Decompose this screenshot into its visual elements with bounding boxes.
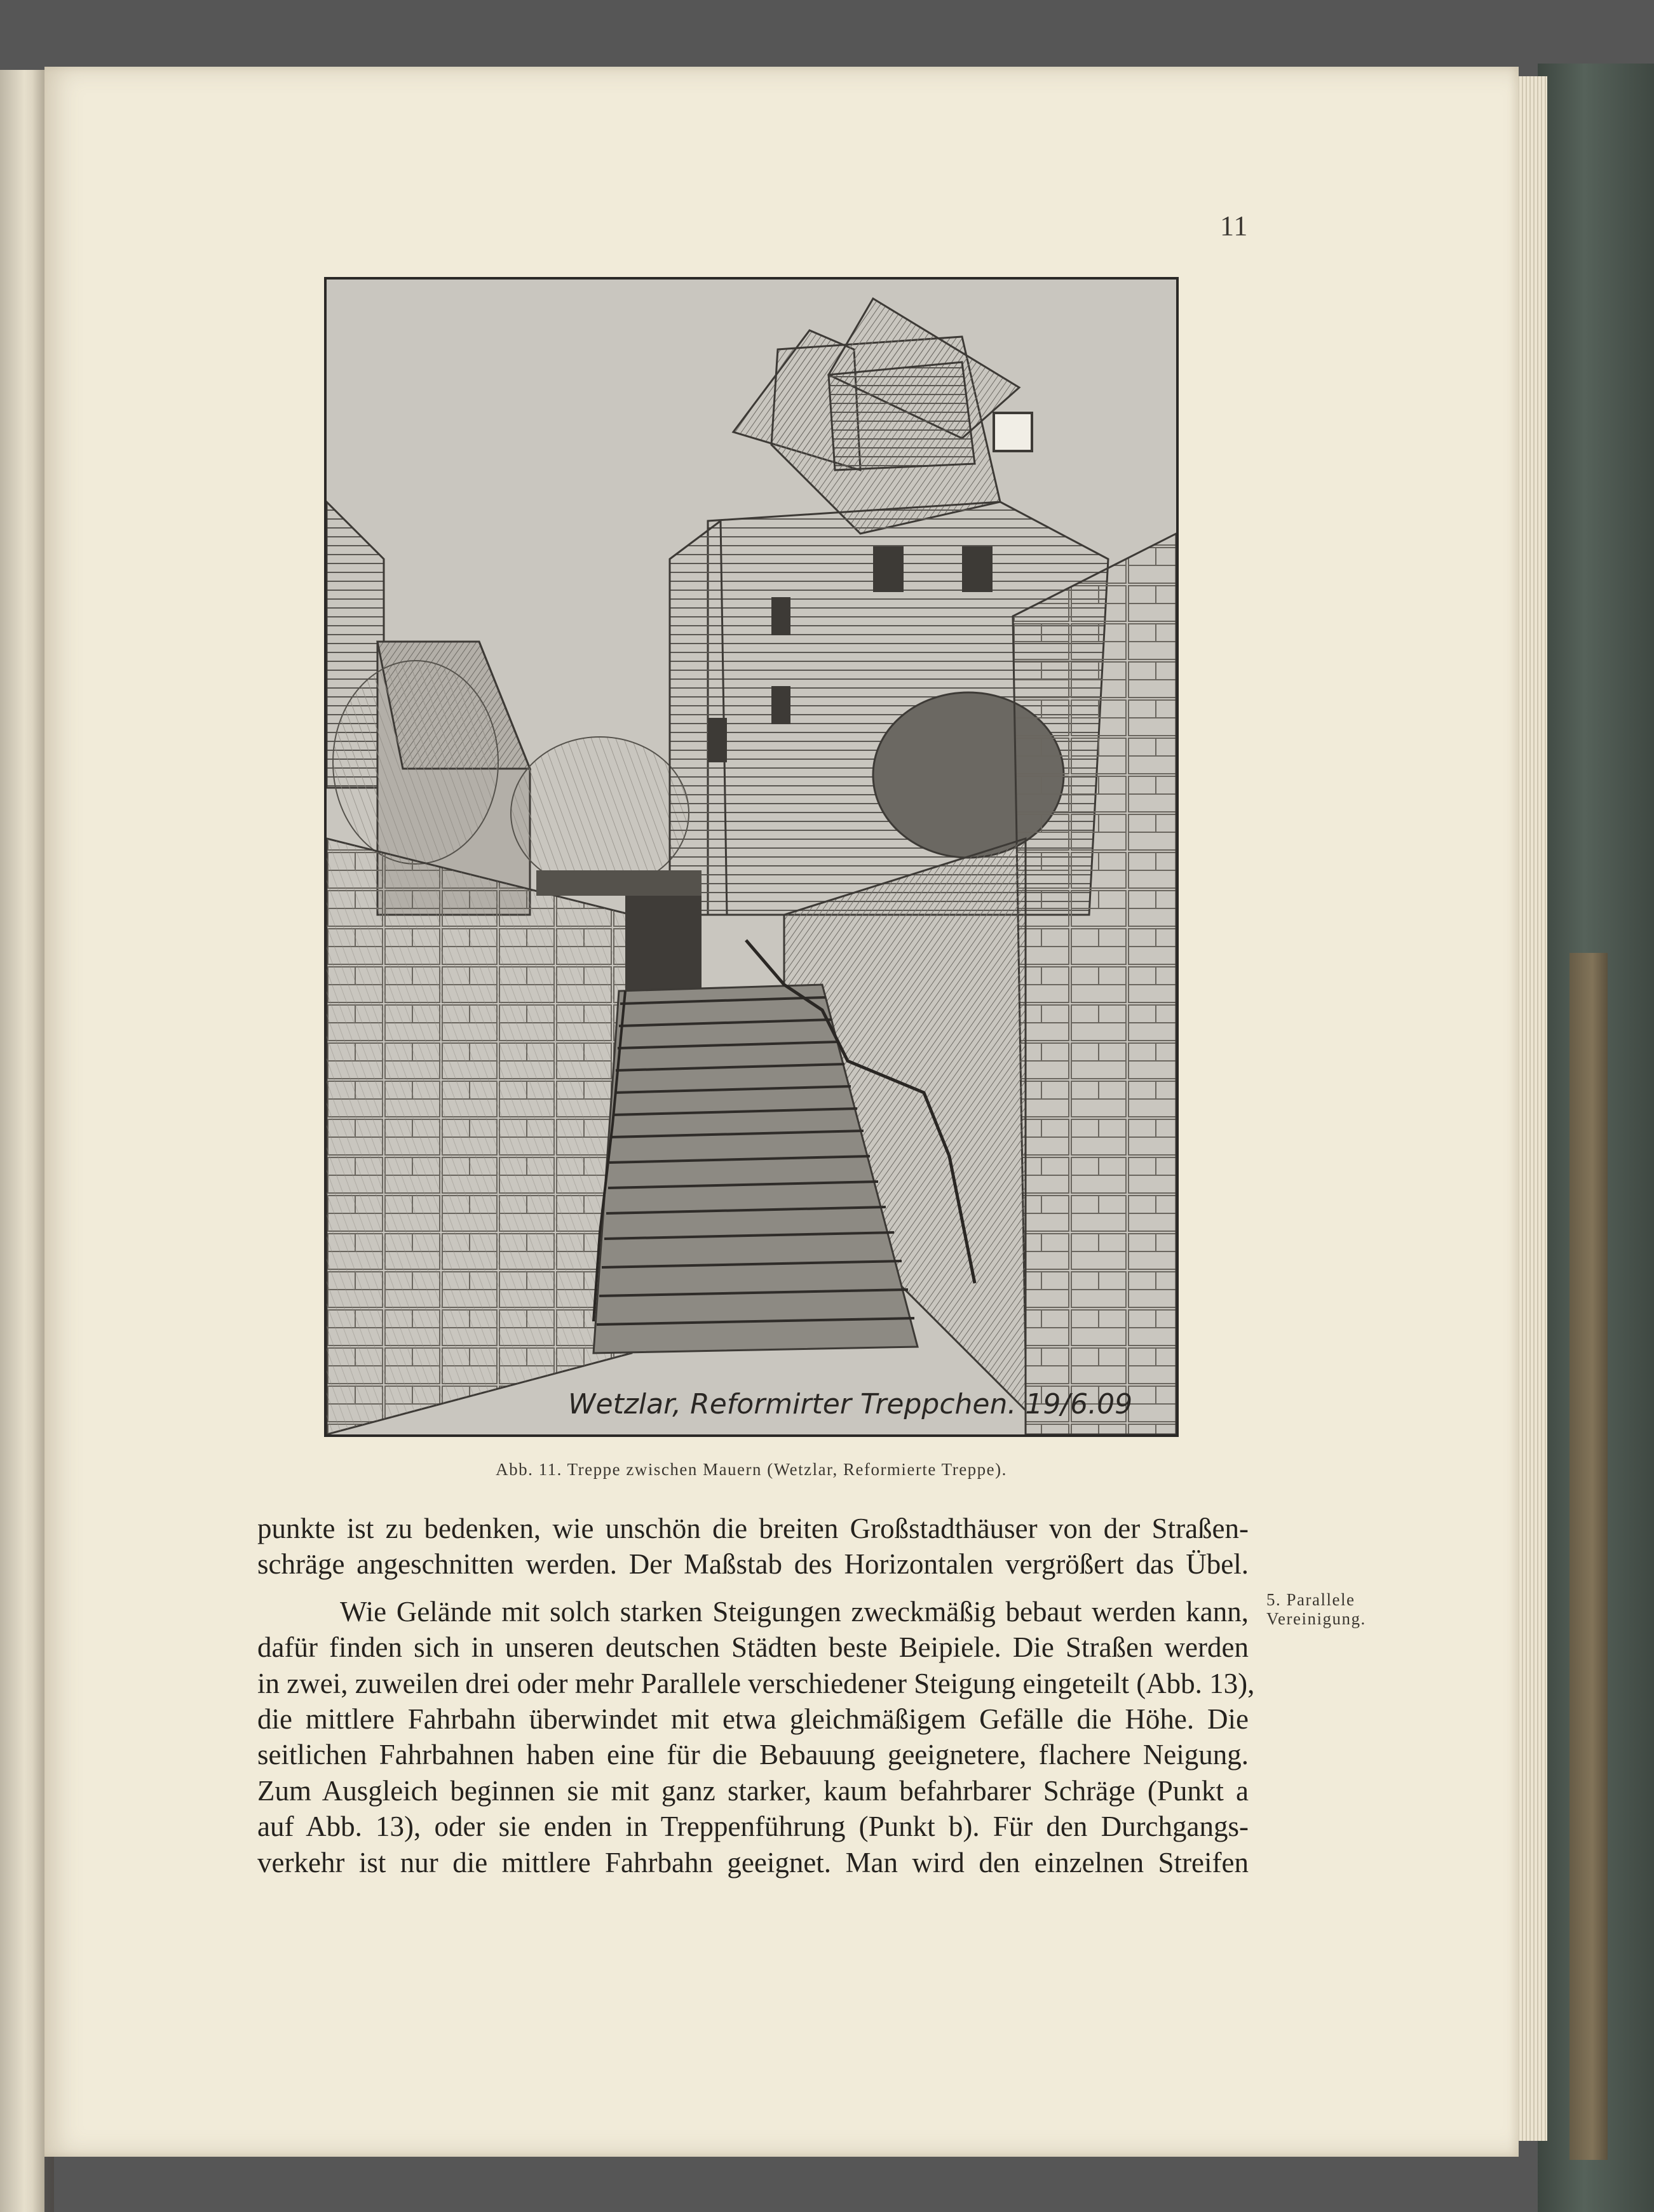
handwritten-label: Wetzlar, Reformirter Treppchen. 19/6.09 <box>568 1388 1133 1420</box>
book-cover-edge <box>1569 953 1608 2160</box>
margin-note-line: 5. Parallele <box>1266 1590 1355 1609</box>
text-line: punkte ist zu bedenken, wie unschön die breiten Großstadthäuser von der Straßen- <box>257 1513 1249 1544</box>
page-stack-edge <box>1515 76 1547 2141</box>
text-line: dafür finden sich in unseren deutschen Städten beste Beipiele. Die Straßen werden <box>257 1631 1249 1664</box>
body-text <box>257 1511 1255 1880</box>
text-line: schräge angeschnitten werden. Der Maßstab des Horizontalen vergrößert das Übel. <box>257 1548 1249 1581</box>
margin-note <box>1266 1590 1366 1628</box>
text-line: in zwei, zuweilen drei oder mehr Parallele verschiedener Steigung eingeteilt (Abb. 13), <box>257 1667 1255 1699</box>
figure-caption: Abb. 11. Treppe zwischen Mauern (Wetzlar, Reformierte Treppe). <box>496 1460 1007 1479</box>
stair-sketch-image <box>327 280 1176 1434</box>
text-line: seitlichen Fahrbahnen haben eine für die Bebauung geeignetere, flachere Neigung. <box>257 1739 1249 1771</box>
text-line: verkehr ist nur die mittlere Fahrbahn geeignet. Man wird den einzelnen Streifen <box>257 1846 1249 1878</box>
figure-illustration <box>324 277 1179 1437</box>
text-line: auf Abb. 13), oder sie enden in Treppenführung (Punkt b). Für den Durchgangs- <box>257 1811 1249 1843</box>
page-number: 11 <box>1220 210 1249 241</box>
text-line: die mittlere Fahrbahn überwindet mit etwa gleichmäßigem Gefälle die Höhe. Die <box>257 1703 1249 1736</box>
margin-note-line: Vereinigung. <box>1266 1609 1366 1628</box>
text-line: Zum Ausgleich beginnen sie mit ganz starker, kaum befahrbarer Schräge (Punkt a <box>257 1774 1249 1807</box>
text-line: Wie Gelände mit solch starken Steigungen zweckmäßig bebaut werden kann, <box>340 1595 1249 1628</box>
